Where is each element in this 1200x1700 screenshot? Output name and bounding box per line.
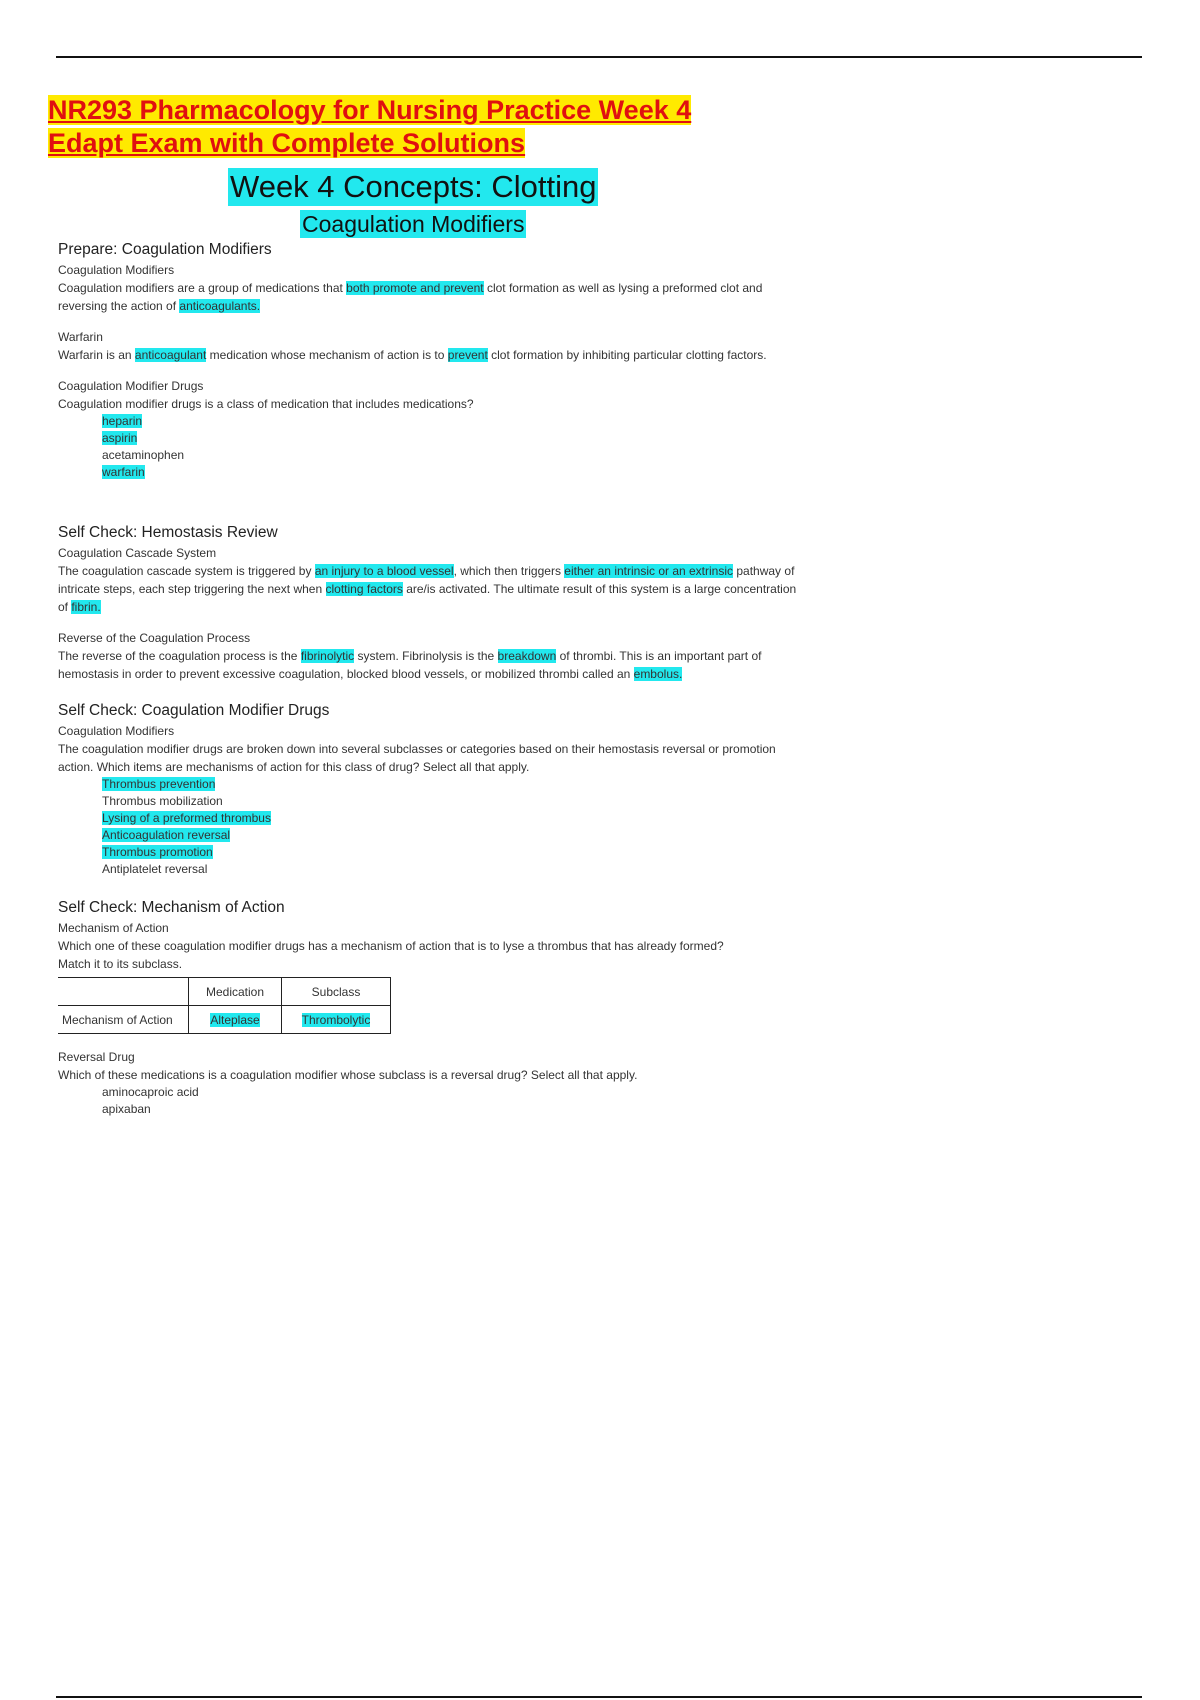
list-item: acetaminophen	[102, 448, 185, 462]
week-heading: Week 4 Concepts: Clotting	[230, 169, 597, 204]
cascade-subheading: Coagulation Cascade System	[58, 546, 217, 560]
reversal-options	[58, 1084, 798, 1118]
drugs-options-list	[58, 413, 798, 481]
warfarin-subheading: Warfarin	[58, 330, 103, 344]
list-item: Antiplatelet reversal	[102, 862, 208, 876]
drugs-check-subheading: Coagulation Modifiers	[58, 724, 175, 738]
drugs-question: Coagulation modifier drugs is a class of medication that includes medications?	[58, 397, 474, 411]
list-item: aspirin	[102, 431, 138, 445]
cascade-paragraph: The coagulation cascade system is triggered by an injury to a blood vessel, which then triggers either an intrinsic or an extrinsic pathway of intricate steps, each step triggering the next when clotting factors are/is activated. The ultimate result of this system is a large concentration of fibrin.	[58, 564, 797, 614]
list-item: Thrombus mobilization	[102, 794, 223, 808]
reversal-section	[58, 1047, 798, 1118]
highlight-answer: anticoagulant	[134, 348, 207, 362]
highlight-answer: fibrinolytic	[300, 649, 355, 663]
list-item: Anticoagulation reversal	[102, 828, 231, 842]
list-item: Thrombus prevention	[102, 777, 216, 791]
table-header: Subclass	[282, 978, 391, 1006]
list-item: warfarin	[102, 465, 145, 479]
moa-table	[58, 977, 391, 1034]
prepare-heading: Prepare: Coagulation Modifiers	[58, 241, 272, 258]
coag-mod-subheading: Coagulation Modifiers	[58, 263, 175, 277]
coag-mod-paragraph: Coagulation modifiers are a group of medications that both promote and prevent clot formation as well as lysing a preformed clot and reversing the action of anticoagulants.	[58, 281, 763, 313]
table-header: Medication	[189, 978, 282, 1006]
list-item: apixaban	[102, 1102, 151, 1116]
reversal-question: Which of these medications is a coagulation modifier whose subclass is a reversal drug? Select all that apply.	[58, 1068, 638, 1082]
list-item: heparin	[102, 414, 143, 428]
table-cell: Thrombolytic	[282, 1006, 391, 1034]
table-row	[58, 978, 391, 1006]
title-line-2: Edapt Exam with Complete Solutions	[48, 128, 526, 158]
highlight-answer: prevent	[447, 348, 488, 362]
highlight-answer: an injury to a blood vessel	[314, 564, 454, 578]
highlight-answer: either an intrinsic or an extrinsic	[564, 564, 734, 578]
highlight-answer: both promote and prevent	[346, 281, 484, 295]
list-item: Thrombus promotion	[102, 845, 213, 859]
drugs-check-heading: Self Check: Coagulation Modifier Drugs	[58, 702, 330, 719]
table-row	[58, 1006, 391, 1034]
moa-question: Which one of these coagulation modifier drugs has a mechanism of action that is to lyse a thrombus that has already formed? Match it to its subclass.	[58, 939, 724, 971]
moa-subheading: Mechanism of Action	[58, 921, 169, 935]
reverse-paragraph: The reverse of the coagulation process is the fibrinolytic system. Fibrinolysis is the breakdown of thrombi. This is an important part of hemostasis in order to prevent excessive coagulation, blocked blood vessels, or mobilized thrombi called an embolus.	[58, 649, 762, 681]
moa-section	[58, 898, 798, 1034]
hemostasis-heading: Self Check: Hemostasis Review	[58, 524, 278, 541]
title-line-1: NR293 Pharmacology for Nursing Practice Week 4	[48, 95, 692, 125]
drugs-check-options	[58, 776, 798, 878]
prepare-section	[58, 240, 798, 481]
highlight-answer: embolus.	[633, 667, 683, 681]
highlight-answer: anticoagulants.	[179, 299, 261, 313]
bottom-rule	[56, 1696, 1142, 1698]
reverse-subheading: Reverse of the Coagulation Process	[58, 631, 251, 645]
subheading-coagulation-modifiers: Coagulation Modifiers	[302, 211, 525, 237]
highlight-answer: breakdown	[497, 649, 557, 663]
hemostasis-section	[58, 523, 798, 683]
reversal-subheading: Reversal Drug	[58, 1050, 135, 1064]
top-rule	[56, 56, 1142, 58]
drugs-subheading: Coagulation Modifier Drugs	[58, 379, 204, 393]
table-row-label: Mechanism of Action	[58, 1006, 189, 1034]
highlight-answer: fibrin.	[71, 600, 101, 614]
warfarin-paragraph: Warfarin is an anticoagulant medication whose mechanism of action is to prevent clot formation by inhibiting particular clotting factors.	[58, 348, 767, 362]
moa-heading: Self Check: Mechanism of Action	[58, 899, 285, 916]
table-cell: Alteplase	[189, 1006, 282, 1034]
document-title	[48, 94, 691, 160]
drugs-check-section	[58, 701, 798, 878]
table-cell	[58, 978, 189, 1006]
list-item: aminocaproic acid	[102, 1085, 199, 1099]
drugs-check-question: The coagulation modifier drugs are broken down into several subclasses or categories based on their hemostasis reversal or promotion action. Which items are mechanisms of action for this class of drug? Select all that apply.	[58, 742, 776, 774]
list-item: Lysing of a preformed thrombus	[102, 811, 271, 825]
highlight-answer: clotting factors	[325, 582, 403, 596]
